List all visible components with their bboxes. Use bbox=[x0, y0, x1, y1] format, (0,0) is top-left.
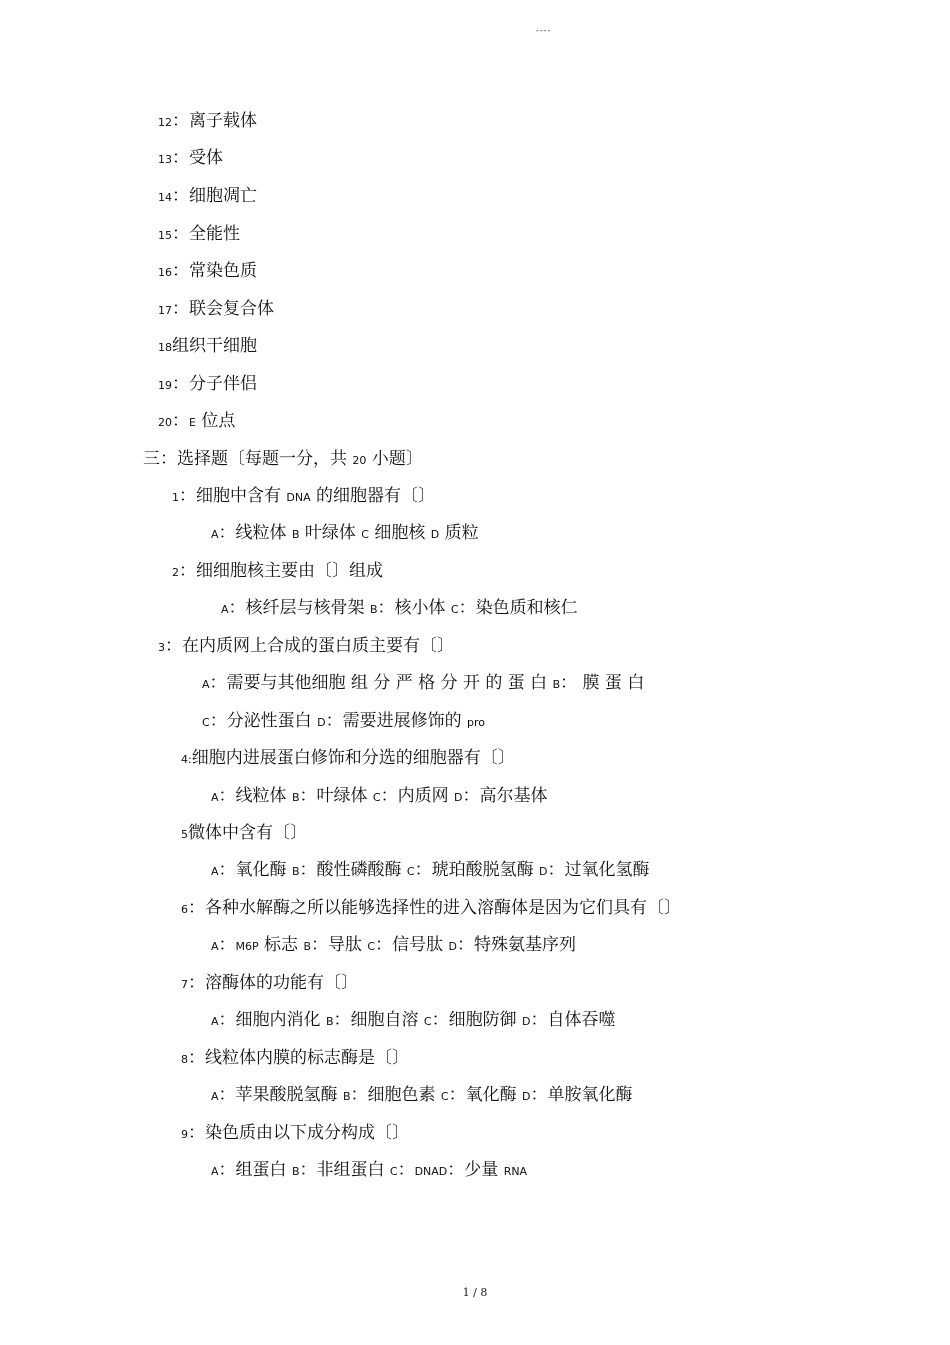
term-separator: ： bbox=[172, 186, 189, 206]
header-mark: ---- bbox=[536, 26, 552, 35]
option-text: 质粒 bbox=[439, 523, 479, 543]
option-term: RNA bbox=[503, 1165, 528, 1178]
option-letter: D bbox=[317, 716, 326, 729]
option-text: ：细胞防御 bbox=[431, 1010, 522, 1030]
term-text: 位点 bbox=[195, 411, 236, 431]
term-separator: ： bbox=[172, 111, 189, 131]
term-separator: ： bbox=[172, 148, 189, 168]
option-letter: B bbox=[342, 1090, 351, 1103]
question-9-options bbox=[211, 1159, 527, 1183]
question-number: 9 bbox=[181, 1128, 188, 1141]
question-text: ：细细胞核主要由〔〕组成 bbox=[179, 561, 383, 581]
term-text: 细胞凋亡 bbox=[189, 186, 257, 206]
option-separator: ： bbox=[218, 935, 236, 955]
question-number: 1 bbox=[172, 491, 179, 504]
question-5 bbox=[181, 822, 307, 846]
question-5-options bbox=[211, 859, 649, 883]
question-text: ：溶酶体的功能有〔〕 bbox=[188, 973, 358, 993]
option-text: ：需要与其他细胞 组 分 严 格 分 开 的 蛋 白 bbox=[209, 673, 553, 693]
term-text: 组织干细胞 bbox=[172, 336, 257, 356]
question-count: 20 bbox=[352, 454, 367, 467]
term-item-16 bbox=[158, 260, 257, 284]
term-item-18 bbox=[158, 335, 257, 359]
option-text: ：高尔基体 bbox=[462, 786, 548, 806]
section-title-end: 小题〕 bbox=[366, 449, 423, 469]
term-number: 18 bbox=[158, 341, 172, 354]
question-number: 5 bbox=[181, 828, 188, 841]
question-1 bbox=[172, 485, 435, 509]
option-text: ：自体吞噬 bbox=[530, 1010, 616, 1030]
option-text: ：叶绿体 bbox=[299, 786, 373, 806]
term-number: 17 bbox=[158, 304, 172, 317]
question-3-options-line-2 bbox=[202, 710, 485, 734]
question-2-options bbox=[221, 597, 578, 621]
question-text: 细胞内进展蛋白修饰和分选的细胞器有〔〕 bbox=[191, 748, 515, 768]
term-text: 受体 bbox=[189, 148, 223, 168]
option-letter: A bbox=[211, 1165, 219, 1178]
question-number: 3 bbox=[158, 641, 165, 654]
option-text: 叶绿体 bbox=[299, 523, 362, 543]
question-text: 微体中含有〔〕 bbox=[188, 823, 307, 843]
term-number: 20 bbox=[158, 416, 172, 429]
option-text: ：非组蛋白 bbox=[299, 1160, 390, 1180]
option-text: ：核小体 bbox=[377, 598, 451, 618]
option-text: ：分泌性蛋白 bbox=[209, 711, 318, 731]
term-text: 全能性 bbox=[189, 224, 240, 244]
term-letter: E bbox=[189, 416, 196, 429]
option-letter: B bbox=[552, 678, 561, 691]
question-number: 8 bbox=[181, 1053, 188, 1066]
term-item-15 bbox=[158, 223, 240, 247]
option-letter: A bbox=[211, 528, 219, 541]
option-letter: A bbox=[211, 1015, 219, 1028]
option-text: ：单胺氧化酶 bbox=[530, 1085, 633, 1105]
option-separator: ： bbox=[397, 1160, 415, 1180]
option-text: ：线粒体 bbox=[218, 523, 292, 543]
option-text: 细胞核 bbox=[368, 523, 431, 543]
term-item-13 bbox=[158, 147, 223, 171]
option-letter: B bbox=[291, 865, 300, 878]
option-letter: B bbox=[303, 940, 312, 953]
option-text: ：苹果酸脱氢酶 bbox=[218, 1085, 343, 1105]
question-number: 7 bbox=[181, 978, 188, 991]
option-text: ：琥珀酸脱氢酶 bbox=[414, 860, 539, 880]
option-letter: D bbox=[453, 791, 463, 804]
option-letter: A bbox=[221, 603, 229, 616]
term-number: 19 bbox=[158, 379, 172, 392]
question-number: 6 bbox=[181, 903, 188, 916]
question-term: DNA bbox=[286, 491, 311, 504]
question-text: ：在内质网上合成的蛋白质主要有〔〕 bbox=[165, 636, 454, 656]
option-text: ：导肽 bbox=[311, 935, 368, 955]
option-text: ：少量 bbox=[447, 1160, 504, 1180]
question-9 bbox=[181, 1122, 409, 1146]
option-letter: A bbox=[202, 678, 210, 691]
question-2 bbox=[172, 560, 383, 584]
option-term: DNAD bbox=[414, 1165, 448, 1178]
term-separator: ： bbox=[172, 374, 189, 394]
term-item-17 bbox=[158, 298, 274, 322]
question-1-options bbox=[211, 522, 479, 546]
question-text: ：各种水解酶之所以能够选择性的进入溶酶体是因为它们具有〔〕 bbox=[188, 898, 681, 918]
option-letter: B bbox=[325, 1015, 334, 1028]
option-letter: D bbox=[538, 865, 548, 878]
option-letter: A bbox=[211, 940, 219, 953]
option-text: ：染色质和核仁 bbox=[458, 598, 578, 618]
option-letter: B bbox=[291, 1165, 300, 1178]
section-title-start: 三：选择题〔每题一分，共 bbox=[143, 449, 353, 469]
option-letter: D bbox=[448, 940, 457, 953]
question-6-options bbox=[211, 934, 576, 958]
option-text: ：需要进展修饰的 bbox=[325, 711, 467, 731]
option-letter: C bbox=[406, 865, 415, 878]
option-letter: C bbox=[202, 716, 210, 729]
question-4-options bbox=[211, 785, 547, 809]
question-8 bbox=[181, 1047, 409, 1071]
option-letter: D bbox=[521, 1015, 531, 1028]
option-text: ： 膜 蛋 白 bbox=[560, 673, 645, 693]
option-letter: C bbox=[367, 940, 376, 953]
option-letter: C bbox=[440, 1090, 449, 1103]
option-letter: A bbox=[211, 865, 219, 878]
option-text: ：细胞色素 bbox=[350, 1085, 441, 1105]
term-number: 15 bbox=[158, 229, 172, 242]
option-text: ：内质网 bbox=[380, 786, 454, 806]
term-text: 分子伴侣 bbox=[189, 374, 257, 394]
option-letter: B bbox=[291, 528, 300, 541]
option-text: ：过氧化氢酶 bbox=[547, 860, 650, 880]
term-item-14 bbox=[158, 185, 257, 209]
term-text: 离子载体 bbox=[189, 111, 257, 131]
question-7 bbox=[181, 972, 358, 996]
term-text: 联会复合体 bbox=[189, 299, 274, 319]
term-number: 16 bbox=[158, 266, 172, 279]
option-text: ：核纤层与核骨架 bbox=[228, 598, 370, 618]
question-text: ：线粒体内膜的标志酶是〔〕 bbox=[188, 1048, 409, 1068]
term-text: 常染色质 bbox=[189, 261, 257, 281]
term-separator: ： bbox=[172, 299, 189, 319]
option-text: ：线粒体 bbox=[218, 786, 292, 806]
option-tail: pro bbox=[466, 716, 485, 729]
option-letter: A bbox=[211, 1090, 219, 1103]
option-term: M6P bbox=[235, 940, 259, 953]
question-number: 2 bbox=[172, 566, 179, 579]
term-number: 13 bbox=[158, 153, 172, 166]
option-letter: C bbox=[450, 603, 459, 616]
question-4 bbox=[181, 747, 515, 771]
option-text: ：酸性磷酸酶 bbox=[299, 860, 407, 880]
question-8-options bbox=[211, 1084, 632, 1108]
option-letter: D bbox=[521, 1090, 531, 1103]
option-letter: D bbox=[430, 528, 440, 541]
option-letter: B bbox=[291, 791, 300, 804]
question-text: 的细胞器有〔〕 bbox=[310, 486, 436, 506]
option-text: ：氧化酶 bbox=[218, 860, 292, 880]
option-text: ：氧化酶 bbox=[448, 1085, 522, 1105]
option-text: ：细胞内消化 bbox=[218, 1010, 326, 1030]
option-letter: C bbox=[389, 1165, 398, 1178]
term-item-12 bbox=[158, 110, 257, 134]
option-text: 标志 bbox=[258, 935, 304, 955]
option-text: ：细胞自溶 bbox=[333, 1010, 424, 1030]
option-text: ：特殊氨基序列 bbox=[457, 935, 576, 955]
term-number: 12 bbox=[158, 116, 172, 129]
term-number: 14 bbox=[158, 191, 172, 204]
option-letter: B bbox=[369, 603, 378, 616]
section-heading bbox=[143, 448, 423, 472]
question-text: ：染色质由以下成分构成〔〕 bbox=[188, 1123, 409, 1143]
option-text: ：组蛋白 bbox=[218, 1160, 292, 1180]
question-number: 4: bbox=[181, 753, 192, 766]
term-separator: ： bbox=[172, 261, 189, 281]
question-text: ：细胞中含有 bbox=[179, 486, 287, 506]
term-item-20 bbox=[158, 410, 235, 434]
option-letter: C bbox=[372, 791, 381, 804]
option-letter: A bbox=[211, 791, 219, 804]
option-letter: C bbox=[361, 528, 369, 541]
term-item-19 bbox=[158, 373, 257, 397]
option-text: ：信号肽 bbox=[375, 935, 449, 955]
question-3 bbox=[158, 635, 454, 659]
question-7-options bbox=[211, 1009, 615, 1033]
question-6 bbox=[181, 897, 681, 921]
option-letter: C bbox=[423, 1015, 432, 1028]
page-number: 1 / 8 bbox=[462, 1286, 488, 1299]
term-separator: ： bbox=[172, 224, 189, 244]
term-separator: ： bbox=[172, 411, 189, 431]
question-3-options-line-1 bbox=[202, 672, 644, 696]
